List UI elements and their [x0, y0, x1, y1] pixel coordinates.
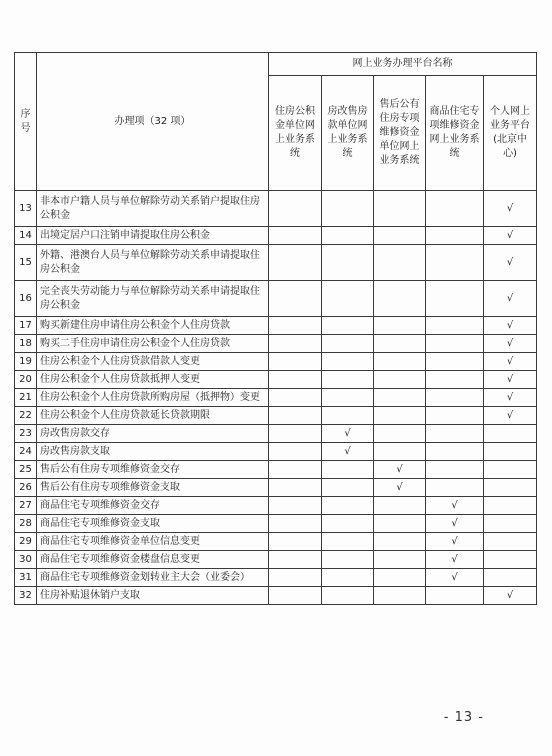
- table-row: [15, 461, 537, 479]
- row-number: 27: [15, 497, 37, 515]
- platform-cell-3: [374, 245, 426, 281]
- table-row: [15, 569, 537, 587]
- row-item: 住房公积金个人住房贷款借款人变更: [37, 353, 269, 371]
- platform-cell-1: [269, 389, 322, 407]
- row-number: 28: [15, 515, 37, 533]
- table-row: [15, 443, 537, 461]
- platform-cell-2: [322, 533, 374, 551]
- table-row: [15, 587, 537, 605]
- platform-cell-4: [426, 389, 484, 407]
- platform-cell-3: [374, 227, 426, 245]
- check-mark-5: √: [484, 317, 537, 335]
- platform-cell-5: [484, 425, 537, 443]
- table-row: [15, 425, 537, 443]
- platform-cell-2: [322, 281, 374, 317]
- check-mark-4: √: [426, 515, 484, 533]
- platform-cell-3: [374, 497, 426, 515]
- row-number: 17: [15, 317, 37, 335]
- platform-cell-3: [374, 515, 426, 533]
- row-item: 房改售房款交存: [37, 425, 269, 443]
- platform-cell-1: [269, 515, 322, 533]
- platform-cell-3: [374, 317, 426, 335]
- platform-cell-3: [374, 191, 426, 227]
- platform-cell-4: [426, 407, 484, 425]
- platform-cell-1: [269, 191, 322, 227]
- platform-cell-4: [426, 353, 484, 371]
- table-row: [15, 353, 537, 371]
- row-item: 商品住宅专项维修资金交存: [37, 497, 269, 515]
- platform-cell-2: [322, 479, 374, 497]
- platform-cell-2: [322, 407, 374, 425]
- row-item: 商品住宅专项维修资金楼盘信息变更: [37, 551, 269, 569]
- platform-cell-1: [269, 335, 322, 353]
- row-item: 商品住宅专项维修资金单位信息变更: [37, 533, 269, 551]
- platform-cell-2: [322, 371, 374, 389]
- row-number: 24: [15, 443, 37, 461]
- table-row: [15, 497, 537, 515]
- row-item: 住房公积金个人住房贷款延长贷款期限: [37, 407, 269, 425]
- table-row: [15, 533, 537, 551]
- platform-cell-5: [484, 569, 537, 587]
- check-mark-4: √: [426, 551, 484, 569]
- platform-cell-1: [269, 353, 322, 371]
- platform-cell-1: [269, 479, 322, 497]
- row-number: 30: [15, 551, 37, 569]
- platform-cell-1: [269, 587, 322, 605]
- platform-cell-4: [426, 371, 484, 389]
- platform-cell-3: [374, 587, 426, 605]
- header-platform-3: 售后公有住房专项维修资金单位网上业务系统: [374, 76, 426, 191]
- check-mark-3: √: [374, 461, 426, 479]
- platform-cell-1: [269, 245, 322, 281]
- platform-cell-5: [484, 551, 537, 569]
- platform-cell-3: [374, 389, 426, 407]
- check-mark-2: √: [322, 443, 374, 461]
- platform-cell-4: [426, 335, 484, 353]
- platform-cell-2: [322, 227, 374, 245]
- platform-cell-3: [374, 353, 426, 371]
- row-item: 房改售房款支取: [37, 443, 269, 461]
- row-number: 25: [15, 461, 37, 479]
- row-number: 21: [15, 389, 37, 407]
- header-seq: 序号: [15, 53, 37, 191]
- platform-cell-2: [322, 461, 374, 479]
- header-item: 办理项（32 项）: [37, 53, 269, 191]
- row-item: 售后公有住房专项维修资金交存: [37, 461, 269, 479]
- row-item: 外籍、港澳台人员与单位解除劳动关系申请提取住房公积金: [37, 245, 269, 281]
- row-number: 13: [15, 191, 37, 227]
- row-item: 住房补贴退休销户支取: [37, 587, 269, 605]
- platform-cell-4: [426, 461, 484, 479]
- platform-cell-4: [426, 281, 484, 317]
- platform-cell-1: [269, 317, 322, 335]
- table-row: [15, 227, 537, 245]
- check-mark-5: √: [484, 353, 537, 371]
- header-platform-1: 住房公积金单位网上业务系统: [269, 76, 322, 191]
- row-item: 住房公积金个人住房贷款所购房屋（抵押物）变更: [37, 389, 269, 407]
- row-item: 商品住宅专项维修资金划转业主大会（业委会）: [37, 569, 269, 587]
- platform-cell-5: [484, 515, 537, 533]
- platform-cell-2: [322, 551, 374, 569]
- row-number: 18: [15, 335, 37, 353]
- table-row: [15, 515, 537, 533]
- platform-cell-5: [484, 497, 537, 515]
- row-item: 购买二手住房申请住房公积金个人住房贷款: [37, 335, 269, 353]
- row-item: 出境定居户口注销申请提取住房公积金: [37, 227, 269, 245]
- header-platform-2: 房改售房款单位网上业务系统: [322, 76, 374, 191]
- platform-cell-1: [269, 371, 322, 389]
- check-mark-3: √: [374, 479, 426, 497]
- platform-cell-1: [269, 569, 322, 587]
- row-number: 15: [15, 245, 37, 281]
- service-table: [14, 52, 537, 605]
- table-row: [15, 551, 537, 569]
- platform-cell-5: [484, 533, 537, 551]
- check-mark-5: √: [484, 281, 537, 317]
- row-number: 16: [15, 281, 37, 317]
- check-mark-4: √: [426, 533, 484, 551]
- page-number: - 13 -: [443, 710, 484, 725]
- row-number: 29: [15, 533, 37, 551]
- row-item: 购买新建住房申请住房公积金个人住房贷款: [37, 317, 269, 335]
- row-number: 32: [15, 587, 37, 605]
- row-item: 完全丧失劳动能力与单位解除劳动关系申请提取住房公积金: [37, 281, 269, 317]
- platform-cell-1: [269, 551, 322, 569]
- table-row: [15, 317, 537, 335]
- platform-cell-1: [269, 425, 322, 443]
- row-number: 23: [15, 425, 37, 443]
- platform-cell-4: [426, 227, 484, 245]
- platform-cell-1: [269, 461, 322, 479]
- row-number: 22: [15, 407, 37, 425]
- platform-cell-3: [374, 425, 426, 443]
- check-mark-5: √: [484, 335, 537, 353]
- platform-cell-3: [374, 569, 426, 587]
- check-mark-5: √: [484, 227, 537, 245]
- row-number: 26: [15, 479, 37, 497]
- platform-cell-3: [374, 335, 426, 353]
- row-number: 20: [15, 371, 37, 389]
- check-mark-5: √: [484, 371, 537, 389]
- row-number: 14: [15, 227, 37, 245]
- platform-cell-4: [426, 443, 484, 461]
- row-item: 住房公积金个人住房贷款抵押人变更: [37, 371, 269, 389]
- table-row: [15, 335, 537, 353]
- row-item: 非本市户籍人员与单位解除劳动关系销户提取住房公积金: [37, 191, 269, 227]
- platform-cell-5: [484, 443, 537, 461]
- platform-cell-2: [322, 191, 374, 227]
- platform-cell-1: [269, 497, 322, 515]
- header-platform-4: 商品住宅专项维修资金网上业务系统: [426, 76, 484, 191]
- row-number: 19: [15, 353, 37, 371]
- platform-cell-2: [322, 497, 374, 515]
- row-item: 售后公有住房专项维修资金支取: [37, 479, 269, 497]
- table-row: [15, 407, 537, 425]
- check-mark-5: √: [484, 389, 537, 407]
- platform-cell-2: [322, 587, 374, 605]
- platform-cell-1: [269, 227, 322, 245]
- platform-cell-2: [322, 317, 374, 335]
- platform-cell-1: [269, 407, 322, 425]
- table-row: [15, 479, 537, 497]
- platform-cell-3: [374, 443, 426, 461]
- platform-cell-4: [426, 587, 484, 605]
- platform-cell-3: [374, 371, 426, 389]
- row-item: 商品住宅专项维修资金支取: [37, 515, 269, 533]
- platform-cell-3: [374, 533, 426, 551]
- platform-cell-3: [374, 551, 426, 569]
- platform-cell-2: [322, 569, 374, 587]
- table-row: [15, 371, 537, 389]
- check-mark-5: √: [484, 245, 537, 281]
- platform-cell-3: [374, 407, 426, 425]
- platform-cell-1: [269, 281, 322, 317]
- check-mark-5: √: [484, 407, 537, 425]
- platform-cell-2: [322, 335, 374, 353]
- check-mark-4: √: [426, 497, 484, 515]
- platform-cell-1: [269, 533, 322, 551]
- header-row-group: [15, 53, 537, 76]
- header-platform-group: 网上业务办理平台名称: [269, 53, 537, 76]
- platform-cell-4: [426, 479, 484, 497]
- platform-cell-4: [426, 425, 484, 443]
- platform-cell-5: [484, 461, 537, 479]
- check-mark-2: √: [322, 425, 374, 443]
- platform-cell-2: [322, 515, 374, 533]
- platform-cell-4: [426, 245, 484, 281]
- row-number: 31: [15, 569, 37, 587]
- platform-cell-3: [374, 281, 426, 317]
- platform-cell-2: [322, 389, 374, 407]
- check-mark-4: √: [426, 569, 484, 587]
- table-row: [15, 281, 537, 317]
- table-row: [15, 191, 537, 227]
- table-row: [15, 245, 537, 281]
- platform-cell-2: [322, 353, 374, 371]
- check-mark-5: √: [484, 587, 537, 605]
- platform-cell-2: [322, 245, 374, 281]
- check-mark-5: √: [484, 191, 537, 227]
- platform-cell-4: [426, 317, 484, 335]
- platform-cell-4: [426, 191, 484, 227]
- table-row: [15, 389, 537, 407]
- platform-cell-5: [484, 479, 537, 497]
- header-platform-5: 个人网上业务平台(北京中心): [484, 76, 537, 191]
- platform-cell-1: [269, 443, 322, 461]
